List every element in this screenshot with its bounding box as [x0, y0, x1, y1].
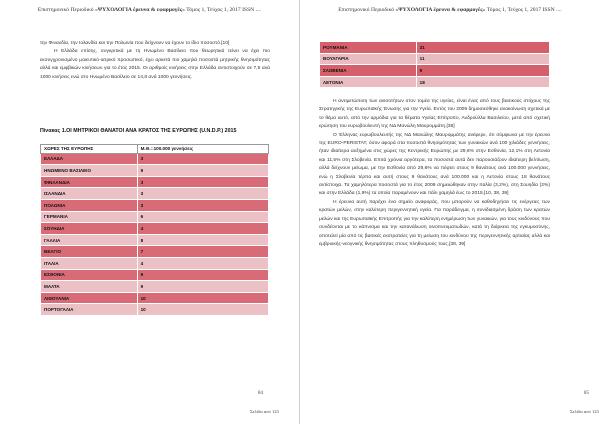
table-row	[41, 257, 269, 269]
value-cell: 4	[137, 223, 268, 235]
value-cell: 9	[137, 269, 268, 281]
country-cell: ΣΛΟΒΕΝΙΑ	[320, 65, 417, 77]
table-row	[41, 153, 269, 165]
right-paragraph-1: Η αντιμετώπιση των ανισοτήτων στον τομέα της υγείας, είναι ένας από τους βασικούς στόχους της Στρατηγικής της Ευρωπαϊκής Ένωσης για την Υγεία. Εντός του 2009 δημοσιεύθηκε ανακοίνωση σχετικά με το θέμα αυτό, από την αρμόδια για τα θέματα Υγείας Επίτροπο, Ανδρούλλα Βασιλείου, μετά από σχετική ερώτηση του ευρωβουλευτή της ΝΔ Μανώλη Μαυρομμάτη.[38]	[319, 99, 550, 130]
country-cell: ΛΕΤΟΝΙΑ	[320, 76, 417, 88]
table-row	[320, 65, 550, 77]
table-row	[320, 53, 550, 65]
header-journal-name: ΨΥΧΟΛΟΓΙΑ έρευνα & εφαρμογές	[97, 7, 183, 13]
country-cell: ΙΣΛΑΝΔΙΑ	[41, 188, 138, 200]
country-cell: ΠΟΡΤΟΓΑΛΙΑ	[41, 304, 138, 316]
table-row	[41, 292, 269, 304]
country-cell: ΒΟΥΛΓΑΡΙΑ	[320, 53, 417, 65]
table-row	[41, 188, 269, 200]
country-cell: ΙΤΑΛΙΑ	[41, 257, 138, 269]
header-suffix: » Τόμος 1, Τεύχος 1, 2017 ISSN ....	[482, 7, 562, 13]
right-running-header	[300, 7, 600, 13]
value-cell: 10	[137, 292, 268, 304]
left-paragraph-1: την Φινανδία, την Ιολανδία και την Πολωνία που δείχνουν να έχουν το ίδιο ποσοστό.[10]	[40, 41, 230, 46]
country-cell: ΜΑΛΤΑ	[41, 281, 138, 293]
value-cell: 3	[137, 153, 268, 165]
country-cell: ΠΟΛΩΝΙΑ	[41, 199, 138, 211]
value-cell: 31	[416, 42, 549, 54]
value-cell: 9	[137, 281, 268, 293]
table-row	[41, 269, 269, 281]
right-body-text	[319, 98, 550, 249]
left-paragraph-2: Η Ελλάδα επίσης, συγκριτικά με τη Ηνωμένο Βασίλειο που θεωρητικά τείνει να έχει πιο εκσυγχρονισμένο μαιευτικό-ιατρικό προσωπικό, έχει αρκετά πιο χαμηλά ποσοστά μητρικής θνησιμότητας αλλά και εμφβικών κινήσεων για το έτος 2015. Οι αριθμοίς κινήσεις στην Ελλάδα αντιστοιχούν σε 7,5 ανά 1000 κινήσεις ενώ στο Ηνωμένο Βασίλειο σε 14,8 ανά 1000 γεννήσεις.	[40, 49, 270, 80]
left-page	[0, 0, 299, 424]
table-row	[41, 199, 269, 211]
country-cell: ΕΣΘΟΝΙΑ	[41, 269, 138, 281]
country-cell: ΒΕΛΓΙΟ	[41, 246, 138, 258]
country-cell: ΕΛΛΑΔΑ	[41, 153, 138, 165]
left-page-footer: Σελίδα από 123	[250, 409, 279, 414]
country-cell: ΡΟΥΜΑΝΙΑ	[320, 42, 417, 54]
value-cell: 9	[416, 65, 549, 77]
maternal-deaths-table-continued	[319, 41, 550, 88]
table-row	[41, 211, 269, 223]
left-page-number: 84	[258, 391, 263, 396]
value-cell: 3	[137, 176, 268, 188]
table-row	[41, 281, 269, 293]
value-cell: 11	[416, 53, 549, 65]
table-row	[41, 234, 269, 246]
right-paragraph-2: Ο Έλληνας ευρωβουλευτής της ΝΔ Μανώλης Μαυρομμάτης ανέφερε, ότι σύμφωνα με την έρευνα της EURO-PERISTAT, όσον αφορά στα ποσοστά θνησιμότητας των γυναικών ανά 100 χιλιάδες γεννήσεις, ήταν ιδιαίτερα αυξημένα στις χώρες της Κεντρικής Ευρώπης με 29,6% στην Εσθονία, 12,1% στη Λετονία και 11,5% στη Σλοβενία. Επιτά χρόνια αργότερα, τα ποσοστά αυτά δεν παρουσιάζουν ιδιαίτερη βελτίωση, αλλά δείχνουν μείωμα, με την Εσθονία από 29,6% να πέφτει στους 9 θανάτους ανά 100.000 γεννήσεις, ενώ η Σλοβενία τέρπα και αυτή στους 9 θανάτους ανά 100.000 και η Λετονία στους 18 θανάτους αντίστοιχα. Τα χαμηλότερα ποσοστά για το έτος 2008 σημειώθηκαν στην Ιταλία (3,2%), στη Σουηδία (2%) και στην Ελλάδα (1,9%) τα οποία παραμένουν και πάλι χαμηλά έως το 2015.[10, 38, 39]	[319, 132, 550, 197]
table-row	[41, 176, 269, 188]
country-cell: ΣΟΥΗΔΙΑ	[41, 223, 138, 235]
right-page	[300, 0, 600, 424]
value-cell: 7	[137, 246, 268, 258]
right-paragraph-3: Η έρευνα αυτή παρέχει ένα σημείο αναφοράς, που μπορούν να καθοδηγήσει τις ενέργειες των κρατών μελών, στην καλύτερη περιγεννητική υγεία. Για παράδειγμα, η συνιδιασμένη δράση των κρατών μελών και της Ευρωπαϊκής Επιτροπής για την καλύτερη ενημέρωση των γυναικών, για τους κινδύνους που συνδέονται με το κάπνισμα και την κατανάλωση οινοπνευματωδών, κατά τη διάρκεια της εγκυμοσύνης, αποτελεί μία από τις βασικές εκστρατείες για τη μείωση του κινδύνου της περιγεννητικής αρτιαίας αλλά και εμβρυικής-νεογνικής θνησιμότητας στους πληθυσμούς τους.[38, 39]	[319, 199, 550, 247]
header-journal-name: ΨΥΧΟΛΟΓΙΑ έρευνα & εφαρμογές	[398, 7, 483, 13]
value-cell: 10	[137, 304, 268, 316]
value-cell: 3	[137, 199, 268, 211]
table-row	[41, 246, 269, 258]
table-row	[41, 304, 269, 316]
table-row	[41, 223, 269, 235]
table-row	[41, 165, 269, 177]
value-cell: 8	[137, 234, 268, 246]
value-cell: 9	[137, 165, 268, 177]
table-header-country: ΧΩΡΕΣ ΤΗΣ ΕΥΡΩΠΗΣ	[41, 145, 138, 154]
table-title: Πίνακας 1.ΟΙ ΜΗΤΡΙΚΟΙ ΘΑΝΑΤΟΙ ΑΝΑ ΚΡΑΤΟΣ ΤΗΣ ΕΥΡΩΠΗΣ (U.N.D.P.) 2015	[40, 128, 237, 134]
maternal-deaths-table	[40, 144, 269, 316]
country-cell: ΗΝΩΜΕΝΟ ΒΑΣΙΛΕΙΟ	[41, 165, 138, 177]
country-cell: ΛΙΘΟΥΑΝΙΑ	[41, 292, 138, 304]
table-row	[320, 76, 550, 88]
header-suffix: » Τόμος 1, Τεύχος 1, 2017 ISSN ....	[182, 7, 262, 13]
table-row	[320, 42, 550, 54]
header-prefix: Επιστημονικό Περιοδικό «	[338, 7, 399, 13]
country-cell: ΓΑΛΛΙΑ	[41, 234, 138, 246]
left-running-header	[0, 7, 299, 13]
country-cell: ΓΕΡΜΑΝΙΑ	[41, 211, 138, 223]
country-cell: ΦΙΝΛΑΝΔΙΑ	[41, 176, 138, 188]
header-prefix: Επιστημονικό Περιοδικό «	[37, 7, 98, 13]
value-cell: 6	[137, 211, 268, 223]
value-cell: 18	[416, 76, 549, 88]
value-cell: 3	[137, 188, 268, 200]
value-cell: 4	[137, 257, 268, 269]
table-header-value: Μ.Θ.::100.000 γεννήσεις	[137, 145, 268, 154]
left-body-text	[40, 40, 270, 82]
right-page-number: 85	[584, 391, 589, 396]
table-header-row	[41, 145, 269, 154]
right-page-footer: Σελίδα από 123	[570, 409, 599, 414]
